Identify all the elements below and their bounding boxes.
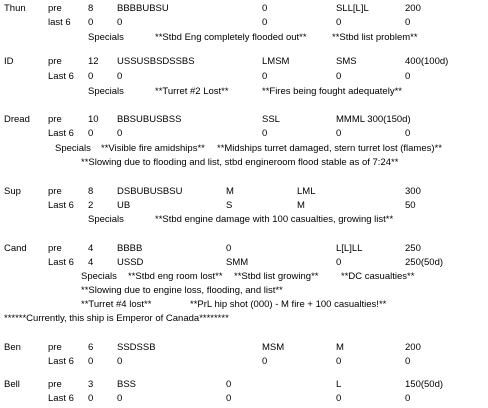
special-note: **Fires being fought adequately** — [262, 86, 402, 97]
ship-name: Cand — [4, 243, 27, 254]
last6-count: 4 — [88, 257, 94, 268]
row-label-last6: Last 6 — [48, 393, 74, 404]
pre-col5: SMS — [336, 56, 357, 67]
pre-col6: 300 — [405, 186, 421, 197]
pre-col6: 200 — [405, 3, 421, 14]
special-note: **Stbd eng room lost** — [128, 271, 223, 282]
pre-count: 8 — [88, 3, 94, 14]
pre-col6: 150(50d) — [405, 379, 444, 390]
ship-name: ID — [4, 56, 14, 67]
pre-col5: L[L]LL — [336, 243, 363, 254]
ship-name: Ben — [4, 342, 21, 353]
last6-count: 0 — [88, 71, 94, 82]
row-label-pre: pre — [48, 186, 62, 197]
last6-col4: 0 — [262, 128, 268, 139]
last6-count: 2 — [88, 200, 94, 211]
last6-col5: 0 — [336, 393, 342, 404]
row-label-pre: pre — [48, 56, 62, 67]
pre-col4: 0 — [226, 379, 232, 390]
row-label-last6: last 6 — [48, 17, 71, 28]
last6-sequence: 0 — [117, 128, 123, 139]
pre-sequence: USSUSBSDSSBS — [117, 56, 195, 67]
specials-label: Specials — [88, 86, 124, 97]
special-note: **DC casualties** — [341, 271, 415, 282]
last6-col4: 0 — [262, 17, 268, 28]
last6-sequence: 0 — [117, 71, 123, 82]
special-note: **Stbd list problem** — [332, 32, 418, 43]
ship-name: Thun — [4, 3, 26, 14]
pre-sequence: BBBB — [117, 243, 143, 254]
special-note: **Stbd engine damage with 100 casualties, growing list** — [155, 214, 394, 225]
pre-col6: 200 — [405, 342, 421, 353]
row-label-pre: pre — [48, 379, 62, 390]
special-note: **Turret #2 Lost** — [155, 86, 229, 97]
pre-col4: LMSM — [262, 56, 290, 67]
last6-sequence: 0 — [117, 356, 123, 367]
row-label-pre: pre — [48, 243, 62, 254]
pre-count: 8 — [88, 186, 94, 197]
pre-col4: 0 — [262, 3, 268, 14]
last6-col4: 0 — [262, 71, 268, 82]
pre-count: 12 — [88, 56, 99, 67]
pre-col4: SSL — [262, 114, 280, 125]
pre-count: 6 — [88, 342, 94, 353]
row-label-last6: Last 6 — [48, 200, 74, 211]
last6-col6: 0 — [405, 128, 411, 139]
special-note: **Turret #4 lost** — [81, 299, 152, 310]
pre-col6: 400(100d) — [405, 56, 449, 67]
special-note: **Midships turret damaged, stern turret lost (flames)** — [217, 143, 442, 154]
last6-col4: SMM — [226, 257, 249, 268]
ship-name: Bell — [4, 379, 20, 390]
ship-name: Dread — [4, 114, 30, 125]
last6-count: 0 — [88, 128, 94, 139]
pre-col5: LML — [297, 186, 316, 197]
last6-count: 0 — [88, 356, 94, 367]
pre-sequence: BBBBUBSU — [117, 3, 169, 14]
last6-col5: 0 — [336, 128, 342, 139]
ship-status-note: ******Currently, this ship is Emperor of Canada******** — [4, 313, 229, 324]
special-note: **Slowing due to engine loss, flooding, and list** — [81, 285, 283, 296]
last6-col5: 0 — [336, 257, 342, 268]
pre-col6: 250 — [405, 243, 421, 254]
pre-col5: SLL[L]L — [336, 3, 369, 14]
special-note: **PrL hip shot (000) - M fire + 100 casualties!** — [190, 299, 387, 310]
last6-sequence: 0 — [117, 17, 123, 28]
last6-count: 0 — [88, 17, 94, 28]
last6-col5: 0 — [336, 356, 342, 367]
pre-sequence: BSS — [117, 379, 137, 390]
last6-count: 0 — [88, 393, 94, 404]
last6-sequence: USSD — [117, 257, 144, 268]
specials-label: Specials — [88, 32, 124, 43]
pre-sequence: BBSUBUSBSS — [117, 114, 182, 125]
last6-col5: 0 — [336, 71, 342, 82]
last6-col6: 0 — [405, 356, 411, 367]
row-label-pre: pre — [48, 114, 62, 125]
last6-col6: 0 — [405, 393, 411, 404]
row-label-pre: pre — [48, 342, 62, 353]
pre-col5: M — [336, 342, 344, 353]
last6-col6: 50 — [405, 200, 416, 211]
special-note: **Stbd list growing** — [234, 271, 319, 282]
pre-count: 4 — [88, 243, 94, 254]
last6-col4: 0 — [226, 393, 232, 404]
specials-label: Specials — [55, 143, 91, 154]
specials-label: Specials — [88, 214, 124, 225]
pre-col5: MMML 300(150d) — [336, 114, 411, 125]
last6-col5: 0 — [336, 17, 342, 28]
pre-count: 10 — [88, 114, 99, 125]
last6-sequence: 0 — [117, 393, 123, 404]
last6-col6: 0 — [405, 71, 411, 82]
pre-col4: 0 — [226, 243, 232, 254]
ship-name: Sup — [4, 186, 21, 197]
pre-sequence: DSBUBUSBSU — [117, 186, 183, 197]
special-note: **Stbd Eng completely flooded out** — [155, 32, 307, 43]
row-label-last6: Last 6 — [48, 128, 74, 139]
pre-col4: MSM — [262, 342, 285, 353]
last6-col4: 0 — [262, 356, 268, 367]
pre-col4: M — [226, 186, 234, 197]
specials-label: Specials — [81, 271, 117, 282]
last6-sequence: UB — [117, 200, 131, 211]
last6-col4: S — [226, 200, 233, 211]
last6-col5: M — [297, 200, 305, 211]
special-note: **Visible fire amidships** — [101, 143, 205, 154]
row-label-last6: Last 6 — [48, 356, 74, 367]
last6-col6: 0 — [405, 17, 411, 28]
special-note: **Slowing due to flooding and list, stbd engineroom flood stable as of 7:24** — [81, 157, 399, 168]
row-label-last6: Last 6 — [48, 71, 74, 82]
row-label-pre: pre — [48, 3, 62, 14]
pre-col5: L — [336, 379, 342, 390]
row-label-last6: Last 6 — [48, 257, 74, 268]
pre-count: 3 — [88, 379, 94, 390]
last6-col6: 250(50d) — [405, 257, 444, 268]
pre-sequence: SSDSSB — [117, 342, 156, 353]
